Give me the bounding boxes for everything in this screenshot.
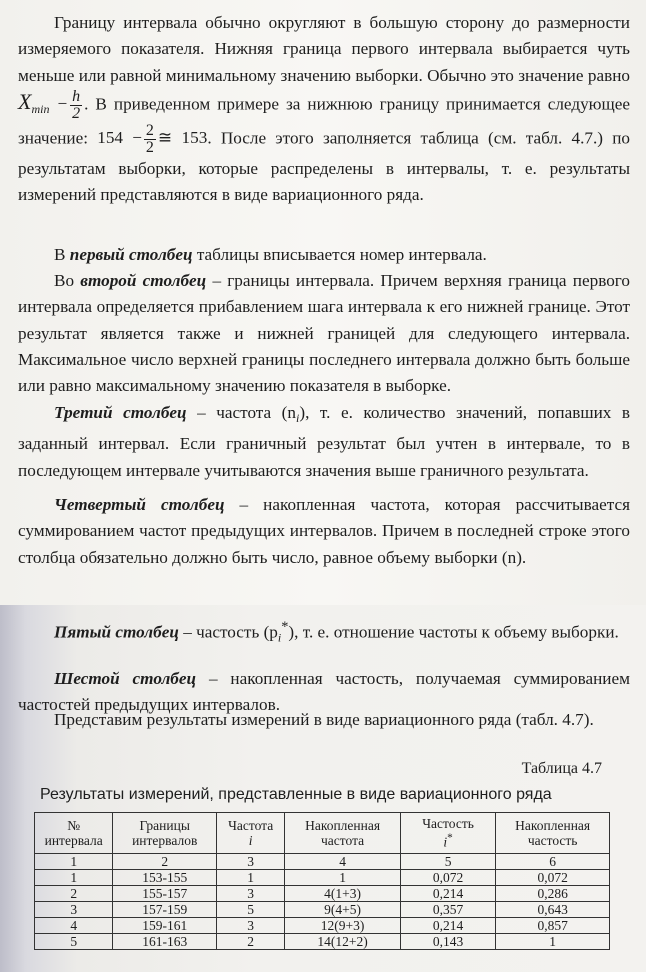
table-cell: 3 (217, 854, 285, 870)
paragraph-fifth-column: Пятый столбец – частость $(p_i^*)$, т. е. отношение частоты к объему выборки. (54, 619, 619, 645)
table-cell: 1 (35, 870, 113, 886)
header-interval-number: № интервала (35, 813, 113, 854)
table-cell: 153-155 (113, 870, 217, 886)
table-cell: 9(4+5) (285, 902, 401, 918)
emphasis-fifth-column: Пятый столбец (54, 622, 179, 642)
table-cell: 0,143 (400, 934, 495, 950)
header-interval-bounds: Границы интервалов (113, 813, 217, 854)
table-cell: 14(12+2) (285, 934, 401, 950)
table-cell: 159-161 (113, 918, 217, 934)
emphasis-fourth-column: Четвертый столбец (54, 495, 225, 514)
table-title: Результаты измерений, представленные в виде вариационного ряда (40, 786, 552, 803)
header-frequency: Частота i (217, 813, 285, 854)
table-row (35, 854, 610, 870)
header-cumulative-frequency: Накопленная частота (285, 813, 401, 854)
paragraph-interval-rounding (18, 10, 630, 208)
table-cell: 155-157 (113, 886, 217, 902)
table-row (35, 886, 610, 902)
paragraph-text: . После этого заполняется таблица (см. табл. 4.7.) по результатам выборки, которые распределены в интервалы, т. е. результаты измерений представляются в виде вариационного ряда. (18, 128, 630, 204)
table-cell: 0,072 (400, 870, 495, 886)
table-cell: 0,072 (496, 870, 610, 886)
table-row (35, 934, 610, 950)
table-row (35, 918, 610, 934)
table-cell: 12(9+3) (285, 918, 401, 934)
table-cell: 157-159 (113, 902, 217, 918)
table-cell: 1 (35, 854, 113, 870)
paragraph-third-column: Третий столбец – частота $(n_i)$, т. е. количество значений, попавших в заданный интервал. Если граничный результат был учтен в интервале, то в последующем интервале учитываются значения выше граничного результата. (18, 403, 630, 480)
table-cell: 5 (400, 854, 495, 870)
table-cell: 4 (35, 918, 113, 934)
table-cell: 0,214 (400, 886, 495, 902)
table-cell: 5 (35, 934, 113, 950)
paragraph-second-column: Во второй столбец – границы интервала. Причем верхняя граница первого интервала определяется прибавлением шага интервала к его нижней границе. Этот результат является также и нижней границей для следующего интервала. Максимальное число верхней границы последнего интервала должно быть больше или равно максимальному значению показателя в выборке. (18, 271, 631, 396)
header-relative-frequency: Частость i* (400, 813, 495, 854)
paragraph-fourth-column: Четвертый столбец – накопленная частота, которая рассчитывается суммированием частот предыдущих интервалов. Причем в последней строке этого столбца обязательно должно быть число, равное объему выборки (n). (18, 495, 631, 567)
table-cell: 4(1+3) (285, 886, 401, 902)
table-cell: 2 (35, 886, 113, 902)
variation-series-table (34, 812, 610, 950)
table-cell: 5 (217, 902, 285, 918)
table-cell: 1 (496, 934, 610, 950)
table-number: Таблица 4.7 (521, 760, 602, 777)
table-cell: 1 (285, 870, 401, 886)
formula-154: 154 − $\frac{2}{2}$ ≅ 153 (97, 121, 208, 156)
table-cell: 0,357 (400, 902, 495, 918)
table-cell: 6 (496, 854, 610, 870)
table-cell: 4 (285, 854, 401, 870)
emphasis-first-column: первый столбец (69, 245, 193, 264)
paragraph-sixth-column: Шестой столбец – накопленная частость, получаемая суммированием частостей предыдущих интервалов. (18, 669, 630, 715)
table-cell: 2 (217, 934, 285, 950)
table-cell: 0,214 (400, 918, 495, 934)
paragraph-first-column: В первый столбец таблицы вписывается номер интервала. (54, 245, 487, 264)
table-cell: 3 (35, 902, 113, 918)
table-header-row (35, 813, 610, 854)
table-cell: 0,286 (496, 886, 610, 902)
paragraph-text: Границу интервала обычно округляют в большую сторону до размерности измеряемого показателя. Нижняя граница первого интервала выбирается чуть меньше или равной минимальному значению выборки. Обычно это значение равно (18, 13, 630, 85)
table-cell: 161-163 (113, 934, 217, 950)
table-cell: 3 (217, 918, 285, 934)
emphasis-sixth-column: Шестой столбец (54, 669, 197, 688)
table-cell: 0,643 (496, 902, 610, 918)
table-row (35, 902, 610, 918)
paragraph-text: . В приведенном примере за нижнюю границу принимается следующее значение: (18, 94, 631, 148)
table-cell: 3 (217, 886, 285, 902)
table-cell: 2 (113, 854, 217, 870)
emphasis-third-column: Третий столбец (54, 403, 187, 422)
table-cell: 1 (217, 870, 285, 886)
table-row (35, 870, 610, 886)
paragraph-present-results: Представим результаты измерений в виде вариационного ряда (табл. 4.7). (54, 710, 594, 729)
table-cell: 0,857 (496, 918, 610, 934)
emphasis-second-column: второй столбец (80, 271, 207, 290)
header-cumulative-relative-frequency: Накопленная частость (496, 813, 610, 854)
formula-xmin: $X_{min}$ − $\frac{h}{2}$ (18, 87, 81, 122)
